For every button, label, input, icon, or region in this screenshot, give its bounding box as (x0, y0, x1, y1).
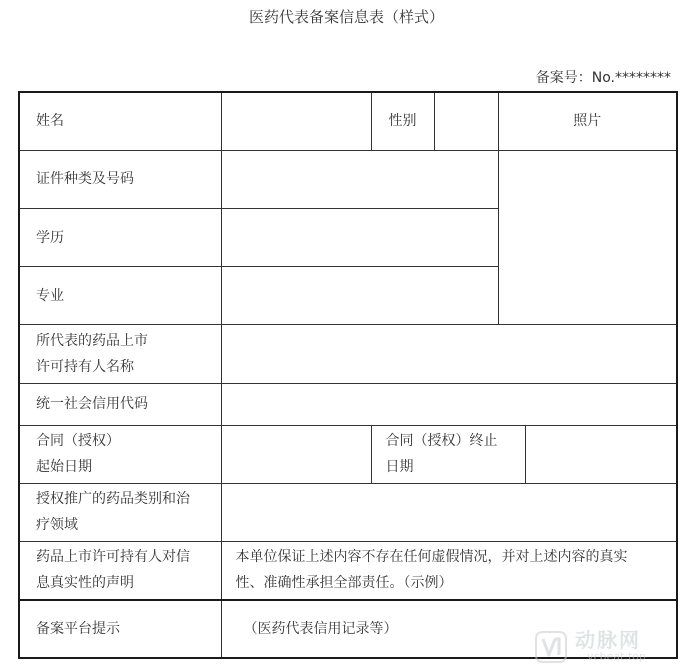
statement-label (19, 542, 221, 600)
promotion-scope-label-line2: 疗领域 (36, 517, 78, 534)
contract-start-label-line2: 起始日期 (36, 459, 92, 476)
name-label: 姓名 (19, 92, 221, 150)
gender-value-cell (434, 92, 498, 150)
platform-notice-value: （医药代表信用记录等） (221, 600, 677, 658)
promotion-scope-label (19, 483, 221, 541)
row-promotion-scope (19, 483, 677, 541)
row-statement (19, 542, 677, 600)
contract-start-label (19, 425, 221, 483)
major-value-cell (221, 267, 498, 325)
statement-label-line2: 息真实性的声明 (36, 575, 134, 592)
id-type-value-cell (221, 150, 498, 208)
credit-code-value-cell (221, 383, 677, 425)
page-title: 医药代表备案信息表（样式） (248, 8, 444, 26)
photo-area (498, 150, 677, 325)
contract-start-label-line1: 合同（授权） (36, 433, 120, 450)
id-type-label: 证件种类及号码 (19, 150, 221, 208)
row-credit-code (19, 383, 677, 425)
platform-notice-label: 备案平台提示 (19, 600, 221, 658)
row-name (19, 92, 677, 150)
credit-code-label: 统一社会信用代码 (19, 383, 221, 425)
contract-end-label (371, 425, 525, 483)
contract-end-label-line1: 合同（授权）终止 (385, 433, 498, 450)
statement-text-line1: 本单位保证上述内容不存在任何虚假情况，并对上述内容的真实 (235, 549, 628, 566)
mah-name-label (19, 325, 221, 383)
watermark-logo-icon (535, 631, 567, 663)
education-value-cell (221, 208, 498, 266)
education-label: 学历 (19, 208, 221, 266)
statement-text-line2: 性、准确性承担全部责任。（示例） (235, 575, 453, 592)
gender-label: 性别 (371, 92, 434, 150)
mah-name-label-line1: 所代表的药品上市 (36, 332, 148, 349)
watermark-url: vcbeat.top (587, 650, 646, 663)
photo-label: 照片 (498, 92, 677, 150)
row-id-type (19, 150, 677, 208)
promotion-scope-label-line1: 授权推广的药品类别和治 (36, 491, 190, 508)
watermark-brand: 动脉网 (575, 628, 641, 652)
mah-name-value-cell (221, 325, 677, 383)
watermark (535, 629, 685, 665)
record-number: 备案号：No.******** (535, 70, 671, 86)
statement-text (221, 542, 677, 600)
statement-label-line1: 药品上市许可持有人对信 (36, 549, 190, 566)
row-contract-dates (19, 425, 677, 483)
mah-name-label-line2: 许可持有人名称 (36, 358, 134, 375)
promotion-scope-value-cell (221, 483, 677, 541)
filing-form-table (18, 91, 678, 659)
contract-end-value-cell (525, 425, 677, 483)
name-value-cell (221, 92, 371, 150)
contract-end-label-line2: 日期 (385, 459, 414, 476)
contract-start-value-cell (221, 425, 371, 483)
row-mah-name (19, 325, 677, 383)
major-label: 专业 (19, 267, 221, 325)
